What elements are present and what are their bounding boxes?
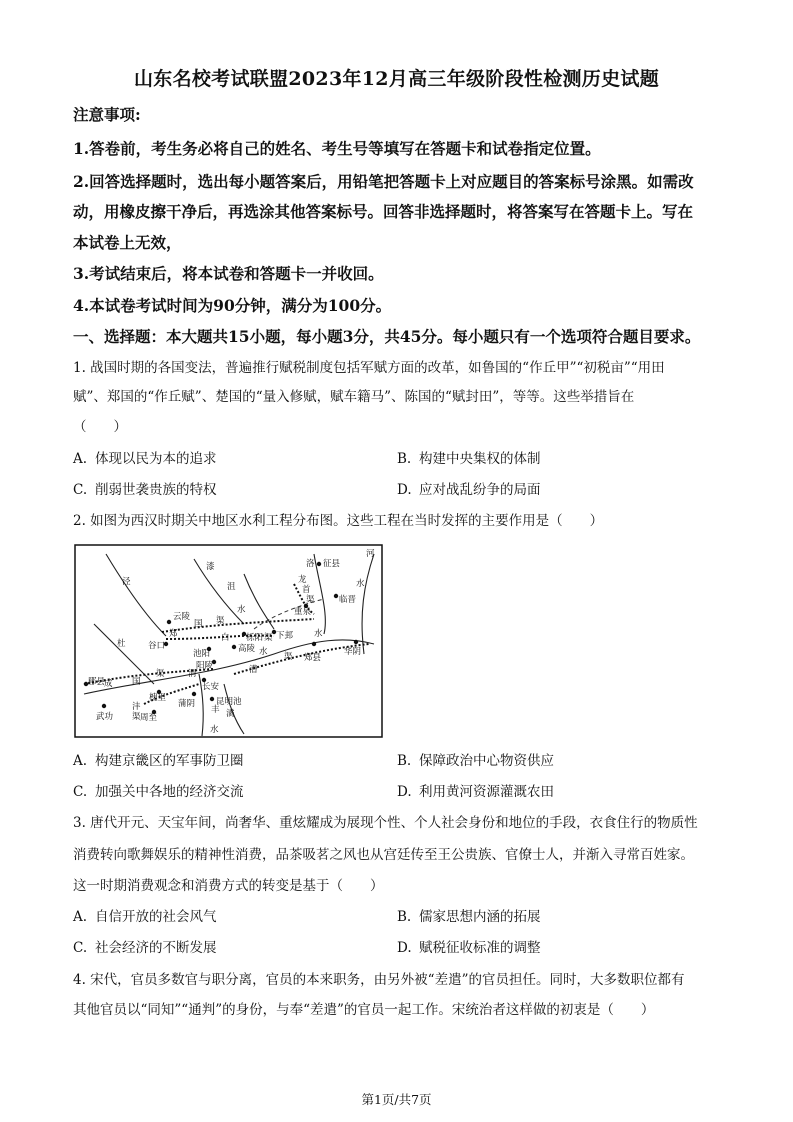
label-guo: 国 xyxy=(194,619,203,629)
notice-line-2: 2.回答选择题时，选出每小题答案后，用铅笔把答题卡上对应题目的答案标号涂黑。如需改 xyxy=(73,172,694,191)
label-feng: 丰 xyxy=(211,705,220,715)
label-zhengxian-2: 郑县 xyxy=(304,653,322,663)
label-he: 河 xyxy=(366,549,375,559)
label-gaoling: 高陵 xyxy=(238,644,256,654)
q3-option-a[interactable]: A. 自信开放的社会风气 xyxy=(73,909,217,925)
label-qu-6: 渠 xyxy=(132,712,141,722)
q2-option-d[interactable]: D. 利用黄河资源灌溉农田 xyxy=(397,784,554,800)
notice-line-3: 动，用橡皮擦干净后，再选涂其他答案标号。回答非选择题时，将答案写在答题卡上。写在 xyxy=(73,202,694,221)
q2-line-1: 2. 如图为西汉时期关中地区水利工程分布图。这些工程在当时发挥的主要作用是（ ） xyxy=(73,513,604,529)
label-ju: 沮 xyxy=(227,582,236,592)
page-footer: 第1页/共7页 xyxy=(361,1092,432,1107)
notice-line-5: 3.考试结束后，将本试卷和答题卡一并收回。 xyxy=(73,264,384,283)
q1-option-a[interactable]: A. 体现以民为本的追求 xyxy=(73,451,217,467)
label-shui-1: 水 xyxy=(237,605,246,615)
q1-option-d[interactable]: D. 应对战乱纷争的局面 xyxy=(397,482,541,498)
label-puyin: 蒲阴 xyxy=(178,699,196,709)
label-du: 杜 xyxy=(117,639,126,649)
han-waterworks-map xyxy=(74,544,384,739)
q4-line-1: 4. 宋代，官员多数官与职分离，官员的本来职务，由另外被“差遣”的官员担任。同时，大多数职位都有 xyxy=(73,972,685,988)
q4-line-2: 其他官员以“同知”“通判”的身份，与奉“差遣”的官员一起工作。宋统治者这样做的初衷是（ ） xyxy=(73,1002,655,1018)
label-xiagui: 下邽 xyxy=(276,631,294,641)
label-huaili: 槐里 xyxy=(149,693,167,703)
label-qu-2: 渠 xyxy=(264,633,273,643)
label-cao: 漕 xyxy=(249,665,258,675)
notice-line-1: 1.答卷前，考生务必将自己的姓名、考生号等填写在答题卡和试卷指定位置。 xyxy=(73,139,601,158)
q2-option-a[interactable]: A. 构建京畿区的军事防卫圈 xyxy=(73,753,244,769)
label-shui-4: 水 xyxy=(259,647,268,657)
label-long: 龙 xyxy=(298,575,307,585)
label-changan: 长安 xyxy=(202,682,220,692)
label-kunmingchi: 昆明池 xyxy=(216,697,242,707)
label-chongquan: 重泉 xyxy=(294,607,312,617)
q1-option-c[interactable]: C. 削弱世袭贵族的特权 xyxy=(73,482,217,498)
label-shui-2: 水 xyxy=(356,579,365,589)
label-shui-5: 水 xyxy=(210,725,219,735)
label-cheng: 成 xyxy=(104,679,113,689)
label-yueyang: 栎阳 xyxy=(246,633,264,643)
page-title: 山东名校考试联盟2023年12月高三年级阶段性检测历史试题 xyxy=(133,68,660,90)
label-yunling: 云陵 xyxy=(173,612,191,622)
label-bai: 白 xyxy=(221,633,230,643)
label-qu-5: 渠 xyxy=(284,652,293,662)
label-qu-1: 渠 xyxy=(216,616,225,626)
q1-option-b[interactable]: B. 构建中央集权的体制 xyxy=(397,451,541,467)
label-luo: 洛 xyxy=(306,559,315,569)
q1-line-3: （ ） xyxy=(73,419,127,435)
label-wugong: 武功 xyxy=(96,712,114,722)
label-zhouzhi: 周至 xyxy=(140,713,158,723)
notice-line-4: 本试卷上无效， xyxy=(73,233,182,252)
q3-option-c[interactable]: C. 社会经济的不断发展 xyxy=(73,940,217,956)
label-meixian: 郿县 xyxy=(88,677,106,687)
label-zheng: 郑 xyxy=(169,629,178,639)
label-jue: 潏 xyxy=(226,709,235,719)
label-zhengxian: 征县 xyxy=(323,559,341,569)
q3-line-1: 3. 唐代开元、天宝年间，尚奢华、重炫耀成为展现个性、个人社会身份和地位的手段，衣食住行的物质性 xyxy=(73,815,698,831)
label-qu-3: 渠 xyxy=(306,595,315,605)
label-shui-3: 水 xyxy=(314,629,323,639)
q3-line-2: 消费转向歌舞娱乐的精神性消费，品茶吸茗之风也从宫廷传至王公贵族、官僚士人，并渐入寻常百姓家。 xyxy=(73,847,694,863)
label-yangling: 阳陵 xyxy=(196,661,214,671)
label-huayin: 华阴 xyxy=(344,647,362,657)
label-wei: 渭 xyxy=(188,669,197,679)
section-heading: 一、选择题：本大题共15小题，每小题3分，共45分。每小题只有一个选项符合题目要求。 xyxy=(73,327,701,346)
q3-option-b[interactable]: B. 儒家思想内涵的拓展 xyxy=(397,909,541,925)
label-qu-4: 渠 xyxy=(156,669,165,679)
label-jing: 泾 xyxy=(122,577,131,587)
notice-heading: 注意事项: xyxy=(73,105,141,124)
label-chiyang: 池阳 xyxy=(193,649,211,659)
label-guo-2: 国 xyxy=(132,677,141,687)
notice-line-6: 4.本试卷考试时间为90分钟，满分为100分。 xyxy=(73,296,392,315)
q2-option-c[interactable]: C. 加强关中各地的经济交流 xyxy=(73,784,244,800)
q1-line-2: 赋”、郑国的“作丘赋”、楚国的“量入修赋，赋车籍马”、陈国的“赋封田”，等等。这些举措旨在 xyxy=(73,389,635,405)
q1-line-1: 1. 战国时期的各国变法，普遍推行赋税制度包括军赋方面的改革，如鲁国的“作丘甲”“初税亩”“用田 xyxy=(73,360,665,376)
q3-line-3: 这一时期消费观念和消费方式的转变是基于（ ） xyxy=(73,878,384,894)
q3-option-d[interactable]: D. 赋税征收标准的调整 xyxy=(397,940,541,956)
label-qi: 漆 xyxy=(206,562,215,572)
label-linjin: 临晋 xyxy=(339,595,357,605)
q2-option-b[interactable]: B. 保障政治中心物资供应 xyxy=(397,753,554,769)
label-gukou: 谷口 xyxy=(148,641,166,651)
label-shou: 首 xyxy=(302,585,311,595)
label-feng-2: 沣 xyxy=(132,702,141,712)
